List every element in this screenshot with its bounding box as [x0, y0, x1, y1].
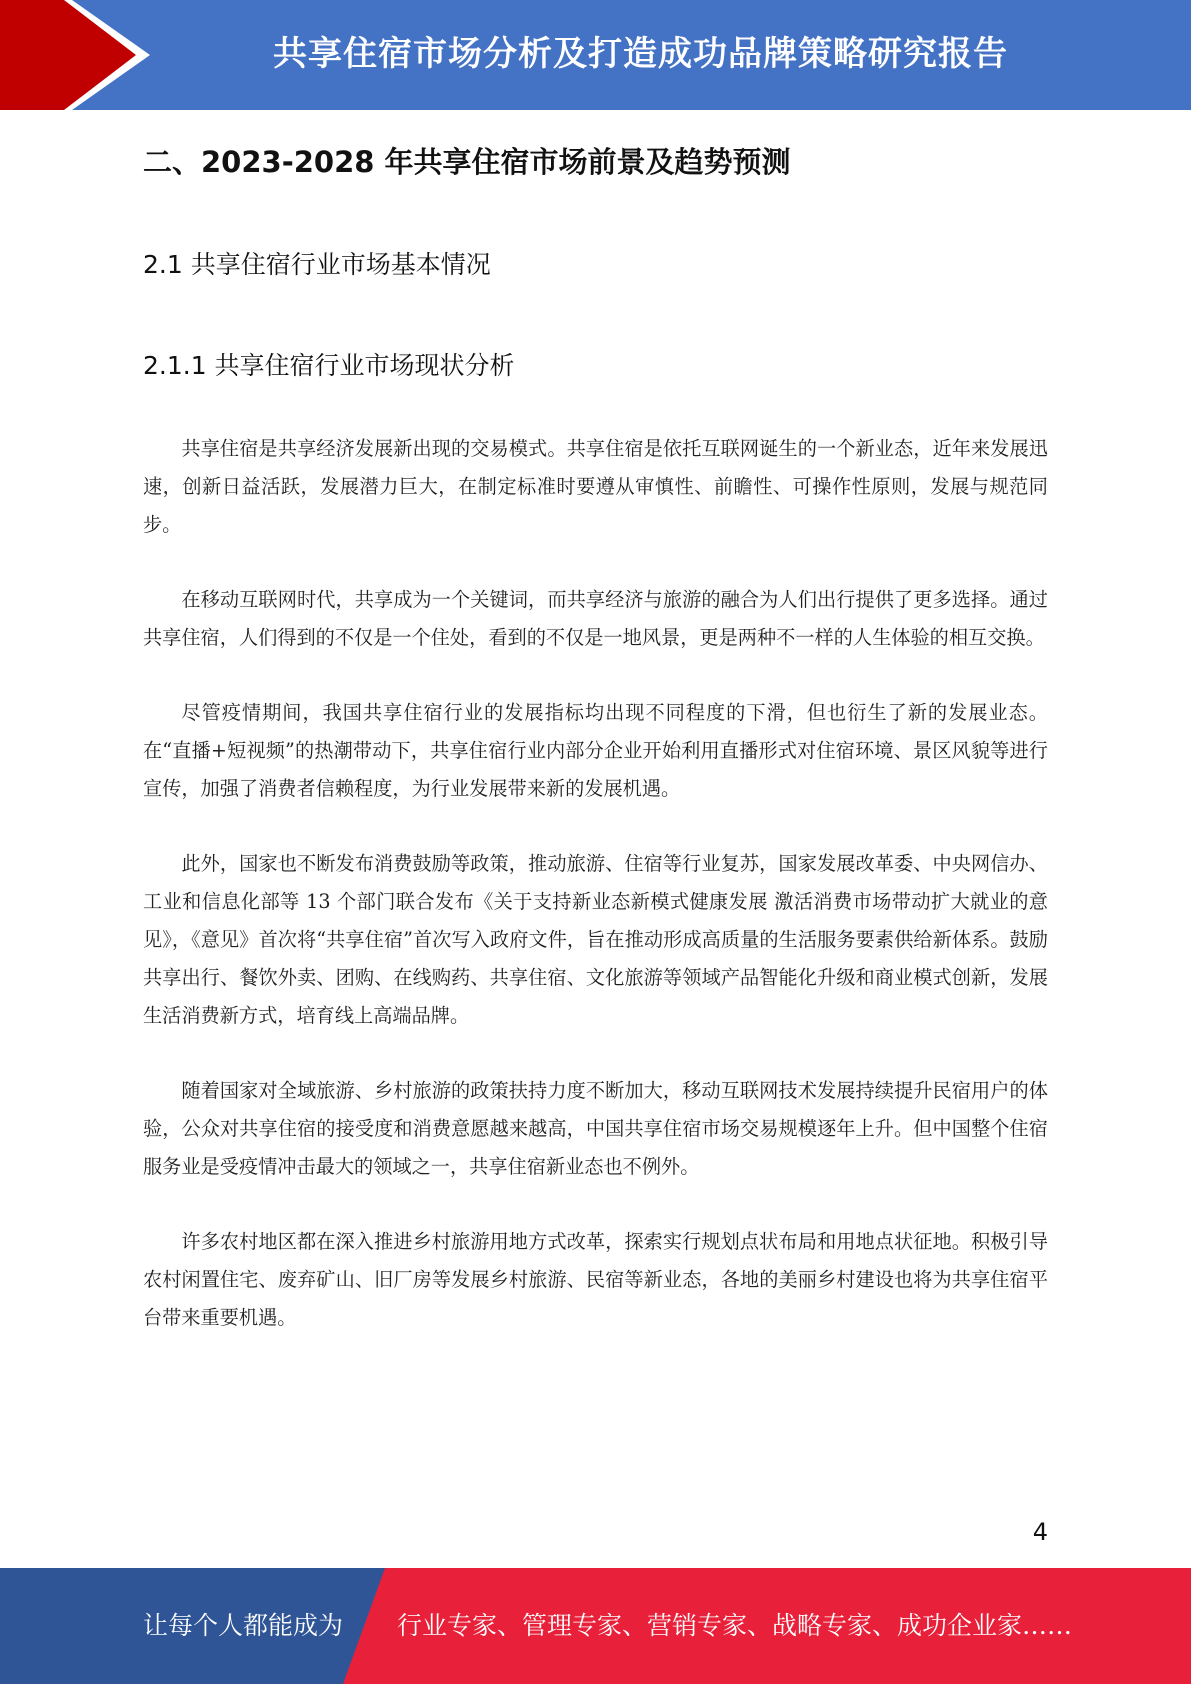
subsection-heading-2-1-1: 2.1.1 共享住宿行业市场现状分析 — [143, 351, 515, 380]
paragraph: 在移动互联网时代，共享成为一个关键词，而共享经济与旅游的融合为人们出行提供了更多选择。通过共享住宿，人们得到的不仅是一个住处，看到的不仅是一地风景，更是两种不一样的人生体验的相互交换。 — [143, 588, 1048, 649]
page-number: 4 — [1032, 1518, 1048, 1546]
paragraph: 许多农村地区都在深入推进乡村旅游用地方式改革，探索实行规划点状布局和用地点状征地。积极引导农村闲置住宅、废弃矿山、旧厂房等发展乡村旅游、民宿等新业态，各地的美丽乡村建设也将为共享住宿平台带来重要机遇。 — [143, 1230, 1048, 1329]
subsection-heading-2-1: 2.1 共享住宿行业市场基本情况 — [143, 250, 491, 279]
body-text — [143, 430, 1048, 1374]
paragraph: 共享住宿是共享经济发展新出现的交易模式。共享住宿是依托互联网诞生的一个新业态，近年来发展迅速，创新日益活跃，发展潜力巨大，在制定标准时要遵从审慎性、前瞻性、可操作性原则，发展与规范同步。 — [143, 437, 1048, 536]
page-footer — [0, 1568, 1191, 1684]
section-heading: 二、2023-2028 年共享住宿市场前景及趋势预测 — [143, 145, 791, 179]
paragraph: 尽管疫情期间，我国共享住宿行业的发展指标均出现不同程度的下滑，但也衍生了新的发展业态。在“直播+短视频”的热潮带动下，共享住宿行业内部分企业开始利用直播形式对住宿环境、景区风貌等进行宣传，加强了消费者信赖程度，为行业发展带来新的发展机遇。 — [143, 701, 1048, 800]
footer-slogan-left: 让每个人都能成为 — [143, 1611, 344, 1640]
paragraph: 随着国家对全域旅游、乡村旅游的政策扶持力度不断加大，移动互联网技术发展持续提升民宿用户的体验，公众对共享住宿的接受度和消费意愿越来越高，中国共享住宿市场交易规模逐年上升。但中国整个住宿服务业是受疫情冲击最大的领域之一，共享住宿新业态也不例外。 — [143, 1079, 1048, 1178]
red-chevron-decoration — [0, 0, 160, 110]
paragraph: 此外，国家也不断发布消费鼓励等政策，推动旅游、住宿等行业复苏，国家发展改革委、中央网信办、工业和信息化部等 13 个部门联合发布《关于支持新业态新模式健康发展 激活消费市场带动扩大就业的意见》，《意见》首次将“共享住宿”首次写入政府文件，旨在推动形成高质量的生活服务要素供给新体系。鼓励共享出行、餐饮外卖、团购、在线购药、共享住宿、文化旅游等领域产品智能化升级和商业模式创新，发展生活消费新方式，培育线上高端品牌。 — [143, 852, 1048, 1027]
report-title: 共享住宿市场分析及打造成功品牌策略研究报告 — [273, 34, 1008, 74]
page-header — [0, 0, 1191, 110]
footer-slogan-right: 行业专家、管理专家、营销专家、战略专家、成功企业家…… — [397, 1611, 1073, 1640]
